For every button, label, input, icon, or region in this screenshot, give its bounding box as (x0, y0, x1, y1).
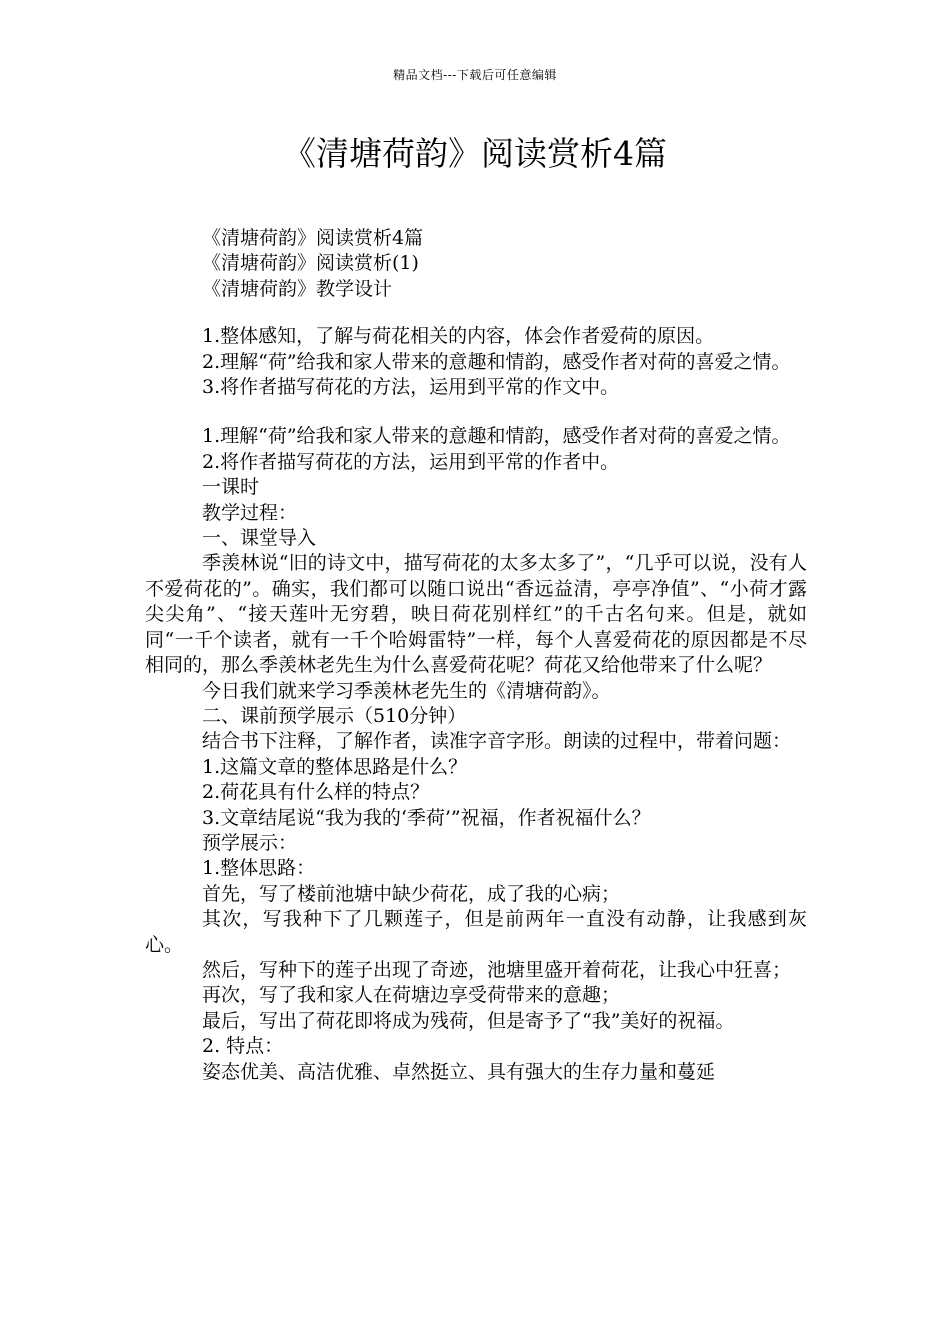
paragraph: 1.整体感知，了解与荷花相关的内容，体会作者爱荷的原因。 (202, 325, 715, 348)
paragraph: 季羡林说“旧的诗文中，描写荷花的太多太多了”，“几乎可以说，没有人不爱荷花的”。确实，我们都可以随口说出“香远益清，亭亭净值”、“小荷才露尖尖角”、“接天莲叶无穷碧，映日荷花别样红”的千古名句来。但是，就如同“一千个读者，就有一千个哈姆雷特”一样，每个人喜爱荷花的原因都是不尽相同的，那么季羡林老先生为什么喜爱荷花呢？荷花又给他带来了什么呢？ (145, 552, 807, 677)
paragraph: 再次，写了我和家人在荷塘边享受荷带来的意趣； (202, 984, 621, 1007)
paragraph: 二、课前预学展示（510分钟） (202, 704, 467, 727)
paragraph: 2.理解“荷”给我和家人带来的意趣和情韵，感受作者对荷的喜爱之情。 (202, 350, 791, 373)
document-body (145, 226, 807, 1085)
paragraph: 其次，写我种下了几颗莲子，但是前两年一直没有动静，让我感到灰心。 (145, 908, 807, 956)
paragraph: 最后，写出了荷花即将成为残荷，但是寄予了“我”美好的祝福。 (202, 1009, 735, 1032)
paragraph: 一、课堂导入 (202, 527, 317, 550)
paragraph: 3.将作者描写荷花的方法，运用到平常的作文中。 (202, 376, 620, 399)
paragraph: 2. 特点： (202, 1035, 284, 1058)
paragraph: 1.理解“荷”给我和家人带来的意趣和情韵，感受作者对荷的喜爱之情。 (202, 425, 791, 448)
paragraph: 一课时 (202, 476, 260, 499)
paragraph: 2.荷花具有什么样的特点？ (202, 781, 430, 804)
paragraph: 姿态优美、高洁优雅、卓然挺立、具有强大的生存力量和蔓延 (202, 1060, 716, 1083)
document-title: 《清塘荷韵》阅读赏析4篇 (283, 134, 667, 173)
paragraph: 《清塘荷韵》阅读赏析(1) (202, 252, 419, 275)
paragraph: 《清塘荷韵》教学设计 (202, 277, 393, 300)
paragraph: 3.文章结尾说“我为我的‘季荷’”祝福，作者祝福什么？ (202, 806, 651, 829)
paragraph: 预学展示： (202, 831, 298, 854)
paragraph: 然后，写种下的莲子出现了奇迹，池塘里盛开着荷花，让我心中狂喜； (202, 958, 792, 981)
paragraph: 1.这篇文章的整体思路是什么？ (202, 755, 468, 778)
paragraph: 首先，写了楼前池塘中缺少荷花，成了我的心病； (202, 882, 621, 905)
paragraph: 2.将作者描写荷花的方法，运用到平常的作者中。 (202, 450, 620, 473)
paragraph: 1.整体思路： (202, 857, 316, 880)
paragraph: 教学过程： (202, 501, 298, 524)
paragraph: 结合书下注释，了解作者，读准字音字形。朗读的过程中，带着问题： (202, 730, 792, 753)
paragraph: 《清塘荷韵》阅读赏析4篇 (202, 227, 424, 249)
page-header: 精品文档---下载后可任意编辑 (393, 68, 557, 82)
paragraph: 今日我们就来学习季羡林老先生的《清塘荷韵》。 (202, 679, 611, 702)
